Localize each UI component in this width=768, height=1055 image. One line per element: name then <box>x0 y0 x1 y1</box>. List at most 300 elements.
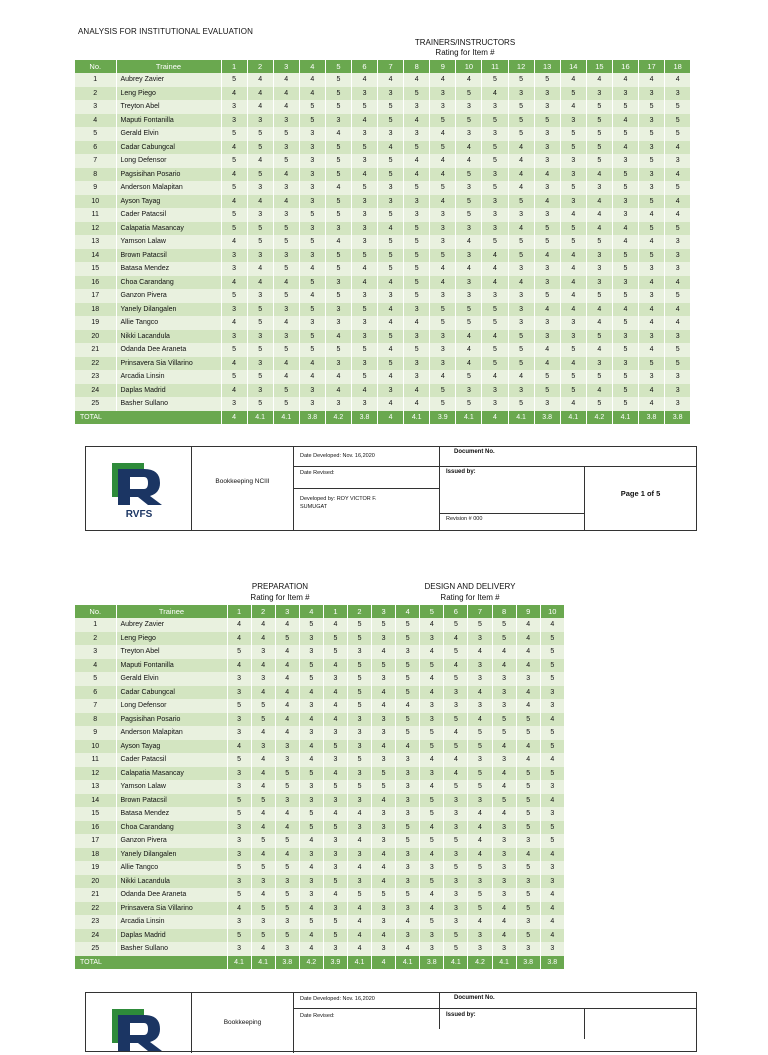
rating-cell: 5 <box>468 618 492 632</box>
rating-cell: 5 <box>325 343 351 357</box>
rating-cell: 4 <box>323 686 347 700</box>
rating-cell: 4 <box>586 303 612 317</box>
rating-cell: 3 <box>273 303 299 317</box>
rating-cell: 3 <box>482 168 508 182</box>
rating-cell: 5 <box>665 100 691 114</box>
rating-cell: 4 <box>372 794 396 808</box>
developed-by: Developed by: ROY VICTOR F. SUMUGAT <box>294 489 440 530</box>
rating-cell: 5 <box>227 753 251 767</box>
rating-cell: 3 <box>299 780 323 794</box>
rating-cell: 4 <box>560 289 586 303</box>
rating-cell: 5 <box>323 632 347 646</box>
rating-cell: 5 <box>420 659 444 673</box>
rating-cell: 4 <box>325 384 351 398</box>
table-row <box>75 289 691 303</box>
rating-cell: 5 <box>516 807 540 821</box>
rating-cell: 3 <box>378 87 404 101</box>
rating-cell: 4 <box>378 343 404 357</box>
rating-cell: 5 <box>420 740 444 754</box>
row-number: 9 <box>75 726 116 740</box>
rating-cell: 3 <box>372 753 396 767</box>
table-row <box>75 740 564 754</box>
rating-cell: 4 <box>299 834 323 848</box>
rating-cell: 4 <box>347 915 371 929</box>
rating-cell: 4 <box>221 276 247 290</box>
rating-cell: 5 <box>508 100 534 114</box>
rating-cell: 5 <box>444 780 468 794</box>
rating-cell: 4 <box>665 303 691 317</box>
rating-cell: 5 <box>347 753 371 767</box>
rating-cell: 3 <box>639 289 665 303</box>
rating-cell: 4 <box>665 276 691 290</box>
rating-cell: 3 <box>275 740 299 754</box>
rating-cell: 4 <box>325 181 351 195</box>
rating-cell: 4 <box>430 262 456 276</box>
rating-cell: 4 <box>492 659 516 673</box>
rating-cell: 3 <box>227 848 251 862</box>
rating-cell: 3 <box>396 767 420 781</box>
rating-cell: 4 <box>299 713 323 727</box>
trainee-name: Maputi Fontanilla <box>116 114 221 128</box>
rating-cell: 4 <box>251 753 275 767</box>
rating-cell: 3 <box>299 888 323 902</box>
rating-cell: 4 <box>508 154 534 168</box>
rating-cell: 5 <box>508 330 534 344</box>
rating-cell: 3 <box>516 942 540 956</box>
rating-cell: 3 <box>378 195 404 209</box>
rating-cell: 3 <box>299 794 323 808</box>
rating-cell: 5 <box>275 888 299 902</box>
rating-cell: 5 <box>325 141 351 155</box>
rating-cell: 4 <box>516 645 540 659</box>
rating-cell: 4 <box>492 902 516 916</box>
group-subtitle-trainers: Rating for Item # <box>435 48 495 57</box>
rating-cell: 3 <box>275 794 299 808</box>
rating-cell: 3 <box>273 330 299 344</box>
rating-cell: 5 <box>227 888 251 902</box>
col-header-item-5: 1 <box>323 605 347 618</box>
trainee-name: Cadar Cabungcal <box>116 686 227 700</box>
table-row <box>75 168 691 182</box>
trainee-name: Cader Patacsil <box>116 753 227 767</box>
rating-cell: 3 <box>586 249 612 263</box>
rating-cell: 5 <box>430 303 456 317</box>
rating-cell: 5 <box>299 659 323 673</box>
trainee-name: Gerald Elvin <box>116 672 227 686</box>
rating-cell: 3 <box>378 127 404 141</box>
rating-cell: 5 <box>378 235 404 249</box>
table-row <box>75 181 691 195</box>
table-row <box>75 672 564 686</box>
rating-cell: 3 <box>444 902 468 916</box>
trainee-name: Allie Tangco <box>116 316 221 330</box>
trainee-name: Ganzon Pivera <box>116 289 221 303</box>
rating-cell: 4 <box>420 780 444 794</box>
rating-cell: 5 <box>492 794 516 808</box>
rating-cell: 5 <box>372 618 396 632</box>
rating-cell: 3 <box>325 316 351 330</box>
col-header-item-14: 10 <box>540 605 564 618</box>
trainee-name: Treyton Abel <box>116 100 221 114</box>
rating-cell: 4 <box>468 713 492 727</box>
rating-cell: 3 <box>323 794 347 808</box>
rating-cell: 3 <box>351 127 377 141</box>
rating-cell: 3 <box>456 249 482 263</box>
rating-cell: 3 <box>299 699 323 713</box>
rating-cell: 5 <box>516 888 540 902</box>
total-value: 4.1 <box>456 411 482 425</box>
rating-cell: 4 <box>396 942 420 956</box>
col-header-item-8: 8 <box>404 60 430 73</box>
page-indicator: Page 1 of 5 <box>620 489 661 498</box>
rating-cell: 5 <box>612 384 638 398</box>
trainee-name: Gerald Elvin <box>116 127 221 141</box>
rating-cell: 3 <box>323 942 347 956</box>
total-label: TOTAL <box>75 411 221 425</box>
rating-cell: 5 <box>560 235 586 249</box>
rating-cell: 3 <box>639 262 665 276</box>
rating-cell: 5 <box>396 888 420 902</box>
rating-cell: 4 <box>665 141 691 155</box>
row-number: 22 <box>75 902 116 916</box>
table-row <box>75 821 564 835</box>
rating-cell: 5 <box>227 929 251 943</box>
rating-cell: 5 <box>325 87 351 101</box>
trainee-name: Treyton Abel <box>116 645 227 659</box>
rating-cell: 3 <box>540 861 564 875</box>
rating-cell: 5 <box>251 834 275 848</box>
rating-cell: 5 <box>482 181 508 195</box>
rating-cell: 3 <box>299 195 325 209</box>
rating-cell: 4 <box>560 303 586 317</box>
rating-cell: 3 <box>299 632 323 646</box>
rating-cell: 3 <box>456 127 482 141</box>
rating-cell: 4 <box>534 195 560 209</box>
rating-cell: 5 <box>396 618 420 632</box>
rating-cell: 3 <box>404 303 430 317</box>
rating-cell: 5 <box>221 73 247 87</box>
row-number: 8 <box>75 168 116 182</box>
rating-cell: 3 <box>508 384 534 398</box>
rating-cell: 4 <box>299 902 323 916</box>
revision-number: Revision # 000 <box>440 514 585 530</box>
rating-cell: 5 <box>482 73 508 87</box>
rating-cell: 4 <box>639 397 665 411</box>
rating-cell: 4 <box>275 618 299 632</box>
rating-cell: 5 <box>540 834 564 848</box>
col-header-item-7: 3 <box>372 605 396 618</box>
rating-cell: 3 <box>273 141 299 155</box>
row-number: 2 <box>75 87 116 101</box>
rating-cell: 4 <box>378 141 404 155</box>
row-number: 16 <box>75 276 116 290</box>
rating-cell: 3 <box>299 154 325 168</box>
col-header-item-4: 4 <box>299 60 325 73</box>
rating-cell: 3 <box>560 195 586 209</box>
rating-cell: 3 <box>612 195 638 209</box>
rating-cell: 4 <box>444 726 468 740</box>
rating-cell: 3 <box>516 915 540 929</box>
total-value: 3.9 <box>323 956 347 970</box>
rating-cell: 4 <box>444 632 468 646</box>
table-row <box>75 316 691 330</box>
rating-cell: 4 <box>247 262 273 276</box>
total-value: 3.8 <box>540 956 564 970</box>
rating-cell: 3 <box>534 330 560 344</box>
rating-cell: 4 <box>540 929 564 943</box>
rating-cell: 4 <box>227 659 251 673</box>
rating-cell: 3 <box>273 114 299 128</box>
rating-cell: 5 <box>560 222 586 236</box>
trainee-name: Allie Tangco <box>116 861 227 875</box>
rating-cell: 5 <box>372 780 396 794</box>
col-header-item-1: 1 <box>227 605 251 618</box>
total-row <box>75 411 691 425</box>
rating-cell: 5 <box>275 767 299 781</box>
rating-cell: 4 <box>404 316 430 330</box>
rating-cell: 4 <box>420 686 444 700</box>
rating-cell: 3 <box>444 915 468 929</box>
rating-cell: 5 <box>534 289 560 303</box>
rating-cell: 5 <box>325 195 351 209</box>
rating-cell: 5 <box>275 902 299 916</box>
rating-cell: 3 <box>273 181 299 195</box>
rating-cell: 3 <box>492 686 516 700</box>
table-row <box>75 888 564 902</box>
rating-cell: 4 <box>516 618 540 632</box>
rating-cell: 5 <box>430 384 456 398</box>
rating-cell: 3 <box>404 330 430 344</box>
rating-cell: 3 <box>221 397 247 411</box>
row-number: 6 <box>75 686 116 700</box>
rating-cell: 4 <box>420 618 444 632</box>
table-row <box>75 915 564 929</box>
rating-cell: 5 <box>468 726 492 740</box>
rating-cell: 4 <box>540 848 564 862</box>
rating-cell: 4 <box>299 942 323 956</box>
rating-cell: 5 <box>560 343 586 357</box>
rating-cell: 4 <box>492 780 516 794</box>
rating-cell: 3 <box>468 942 492 956</box>
rating-cell: 5 <box>251 861 275 875</box>
table-row <box>75 141 691 155</box>
rating-cell: 5 <box>516 713 540 727</box>
rating-cell: 5 <box>347 659 371 673</box>
rating-cell: 3 <box>665 235 691 249</box>
rating-cell: 5 <box>396 821 420 835</box>
date-revised: Date Revised: <box>294 467 440 489</box>
rating-cell: 4 <box>639 73 665 87</box>
rating-cell: 4 <box>534 303 560 317</box>
issued-by: Issued by: <box>440 467 585 514</box>
rating-cell: 4 <box>420 645 444 659</box>
rating-cell: 4 <box>347 942 371 956</box>
row-number: 13 <box>75 780 116 794</box>
col-header-item-3: 3 <box>275 605 299 618</box>
rating-cell: 3 <box>468 929 492 943</box>
rating-cell: 3 <box>456 181 482 195</box>
rating-cell: 5 <box>586 235 612 249</box>
rating-cell: 3 <box>227 767 251 781</box>
rating-cell: 3 <box>323 672 347 686</box>
rating-cell: 3 <box>299 127 325 141</box>
col-header-item-2: 2 <box>247 60 273 73</box>
rating-cell: 3 <box>492 753 516 767</box>
rating-cell: 5 <box>430 316 456 330</box>
rating-cell: 5 <box>482 357 508 371</box>
rating-cell: 3 <box>372 807 396 821</box>
rating-cell: 5 <box>251 713 275 727</box>
rating-cell: 5 <box>275 861 299 875</box>
trainee-name: Yanely Dilangalen <box>116 848 227 862</box>
rating-cell: 4 <box>323 699 347 713</box>
rating-cell: 5 <box>482 141 508 155</box>
rating-cell: 5 <box>323 821 347 835</box>
rating-cell: 5 <box>273 262 299 276</box>
rating-cell: 5 <box>347 888 371 902</box>
rating-cell: 5 <box>299 100 325 114</box>
rating-cell: 5 <box>482 343 508 357</box>
row-number: 13 <box>75 235 116 249</box>
rating-cell: 4 <box>273 316 299 330</box>
rating-cell: 3 <box>534 397 560 411</box>
rating-cell: 4 <box>275 726 299 740</box>
rating-cell: 5 <box>347 632 371 646</box>
rating-cell: 3 <box>378 181 404 195</box>
rating-cell: 3 <box>273 208 299 222</box>
rating-cell: 5 <box>586 154 612 168</box>
rating-cell: 5 <box>468 861 492 875</box>
col-header-item-16: 16 <box>612 60 638 73</box>
rating-cell: 4 <box>404 154 430 168</box>
rating-cell: 4 <box>516 753 540 767</box>
rating-cell: 5 <box>378 100 404 114</box>
rating-cell: 4 <box>221 195 247 209</box>
rating-cell: 3 <box>420 929 444 943</box>
rating-cell: 4 <box>325 127 351 141</box>
rating-cell: 4 <box>221 235 247 249</box>
rating-cell: 5 <box>540 645 564 659</box>
rating-cell: 4 <box>665 168 691 182</box>
rating-cell: 5 <box>468 902 492 916</box>
row-number: 1 <box>75 73 116 87</box>
rating-cell: 3 <box>482 289 508 303</box>
rating-cell: 5 <box>456 195 482 209</box>
rating-cell: 3 <box>396 875 420 889</box>
rating-cell: 5 <box>540 632 564 646</box>
rating-cell: 4 <box>612 235 638 249</box>
col-header-item-3: 3 <box>273 60 299 73</box>
rating-cell: 5 <box>540 740 564 754</box>
rating-cell: 3 <box>351 87 377 101</box>
rating-cell: 4 <box>273 370 299 384</box>
rating-cell: 3 <box>444 875 468 889</box>
rating-cell: 3 <box>396 902 420 916</box>
rating-cell: 4 <box>468 821 492 835</box>
rating-cell: 5 <box>273 235 299 249</box>
rating-cell: 3 <box>534 262 560 276</box>
rating-cell: 5 <box>323 740 347 754</box>
rating-cell: 4 <box>586 316 612 330</box>
rating-cell: 4 <box>275 848 299 862</box>
col-header-item-15: 15 <box>586 60 612 73</box>
rating-cell: 5 <box>247 127 273 141</box>
rating-cell: 4 <box>468 915 492 929</box>
rating-cell: 3 <box>378 384 404 398</box>
rating-cell: 5 <box>323 915 347 929</box>
document-no-2: Document No. <box>440 993 696 1009</box>
rating-cell: 4 <box>560 262 586 276</box>
row-number: 17 <box>75 834 116 848</box>
rating-cell: 4 <box>372 875 396 889</box>
rating-cell: 4 <box>347 834 371 848</box>
rating-cell: 3 <box>325 222 351 236</box>
row-number: 4 <box>75 659 116 673</box>
rating-cell: 5 <box>534 235 560 249</box>
rating-cell: 3 <box>372 821 396 835</box>
rating-cell: 4 <box>275 672 299 686</box>
rating-cell: 3 <box>299 168 325 182</box>
rating-cell: 4 <box>516 686 540 700</box>
rating-cell: 4 <box>586 168 612 182</box>
col-header-trainee: Trainee <box>116 605 227 618</box>
rating-cell: 4 <box>586 222 612 236</box>
trainee-name: Anderson Malapitan <box>116 726 227 740</box>
rating-cell: 3 <box>275 875 299 889</box>
rating-cell: 4 <box>247 73 273 87</box>
rating-cell: 4 <box>299 289 325 303</box>
rating-cell: 4 <box>275 713 299 727</box>
rating-cell: 3 <box>372 902 396 916</box>
rating-cell: 5 <box>396 632 420 646</box>
rating-cell: 5 <box>430 114 456 128</box>
col-header-item-6: 6 <box>351 60 377 73</box>
total-value: 4.1 <box>396 956 420 970</box>
rating-cell: 4 <box>639 303 665 317</box>
rating-cell: 3 <box>430 222 456 236</box>
rating-cell: 5 <box>404 289 430 303</box>
rating-cell: 3 <box>560 114 586 128</box>
trainee-name: Daplas Madrid <box>116 929 227 943</box>
trainee-name: Long Defensor <box>116 154 221 168</box>
rating-cell: 4 <box>396 699 420 713</box>
table-row <box>75 222 691 236</box>
rating-cell: 3 <box>325 397 351 411</box>
rating-cell: 3 <box>639 370 665 384</box>
rating-cell: 5 <box>404 276 430 290</box>
rating-cell: 5 <box>420 915 444 929</box>
rating-cell: 3 <box>347 848 371 862</box>
rating-cell: 3 <box>221 330 247 344</box>
rating-cell: 3 <box>221 262 247 276</box>
rating-cell: 3 <box>404 100 430 114</box>
rating-cell: 4 <box>482 330 508 344</box>
rating-cell: 4 <box>508 181 534 195</box>
rating-cell: 4 <box>227 902 251 916</box>
rating-cell: 5 <box>275 780 299 794</box>
rating-cell: 3 <box>273 249 299 263</box>
rating-cell: 5 <box>516 780 540 794</box>
rating-cell: 3 <box>299 384 325 398</box>
rating-cell: 3 <box>492 672 516 686</box>
rating-cell: 5 <box>227 807 251 821</box>
rating-cell: 3 <box>372 672 396 686</box>
rating-cell: 4 <box>404 73 430 87</box>
col-header-item-2: 2 <box>251 605 275 618</box>
rating-cell: 5 <box>247 316 273 330</box>
row-number: 23 <box>75 915 116 929</box>
rating-cell: 5 <box>404 181 430 195</box>
